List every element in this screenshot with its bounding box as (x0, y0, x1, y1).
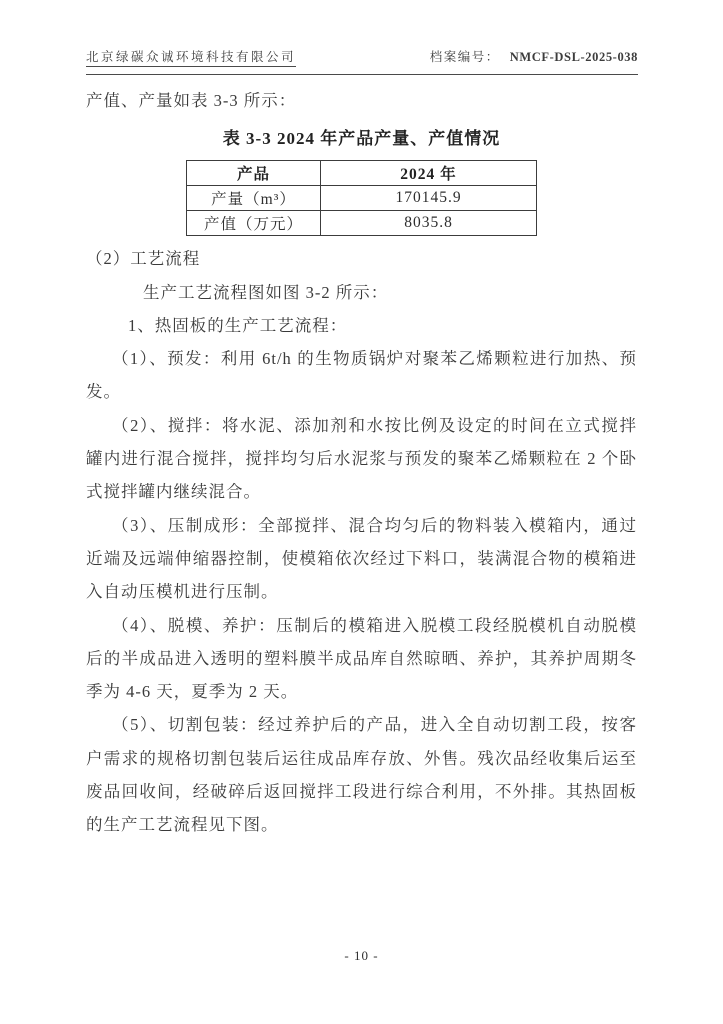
row-value-output: 170145.9 (321, 186, 537, 211)
table-row (187, 211, 537, 236)
page-number: - 10 - (344, 948, 379, 963)
production-table (186, 160, 537, 236)
archive-number-label: 档案编号： (429, 50, 500, 64)
page-header (86, 47, 638, 75)
paragraph: （1）、预发：利用 6t/h 的生物质锅炉对聚苯乙烯颗粒进行加热、预发。 (86, 349, 637, 402)
paragraph: （3）、压制成形：全部搅拌、混合均匀后的物料装入模箱内，通过近端及远端伸缩器控制，使模箱依次经过下料口，装满混合物的模箱进入自动压模机进行压制。 (86, 515, 637, 602)
page-footer (0, 948, 723, 964)
row-value-value: 8035.8 (321, 211, 537, 236)
document-body (86, 84, 637, 842)
company-name: 北京绿碳众诚环境科技有限公司 (86, 47, 296, 67)
paragraph: （4）、脱模、养护：压制后的模箱进入脱模工段经脱模机自动脱模后的半成品进入透明的塑料膜半成品库自然晾晒、养护，其养护周期冬季为 4-6 天，夏季为 2 天。 (86, 615, 637, 702)
archive-number (430, 47, 638, 65)
paragraph: （2）、搅拌：将水泥、添加剂和水按比例及设定的时间在立式搅拌罐内进行混合搅拌，搅拌均匀后水泥浆与预发的聚苯乙烯颗粒在 2 个卧式搅拌罐内继续混合。 (86, 415, 637, 502)
table-title: 表 3-3 2024 年产品产量、产值情况 (222, 129, 501, 149)
col-header-year: 2024 年 (321, 161, 537, 186)
row-label-output: 产量（m³） (187, 186, 321, 211)
paragraph: 生产工艺流程图如图 3-2 所示： (143, 282, 389, 302)
intro-paragraph: 产值、产量如表 3-3 所示： (86, 91, 297, 110)
paragraph: （5）、切割包装：经过养护后的产品，进入全自动切割工段，按客户需求的规格切割包装后运往成品库存放、外售。残次品经收集后运至废品回收间，经破碎后返回搅拌工段进行综合利用，不外排。其热固板的生产工艺流程见下图。 (86, 715, 637, 835)
paragraph: 1、热固板的生产工艺流程： (128, 315, 348, 335)
section-heading: （2）工艺流程 (86, 249, 201, 269)
table-header-row (187, 161, 537, 186)
col-header-product: 产品 (187, 161, 321, 186)
row-label-value: 产值（万元） (187, 211, 321, 236)
table-row (187, 186, 537, 211)
archive-number-value: NMCF-DSL-2025-038 (509, 50, 638, 64)
